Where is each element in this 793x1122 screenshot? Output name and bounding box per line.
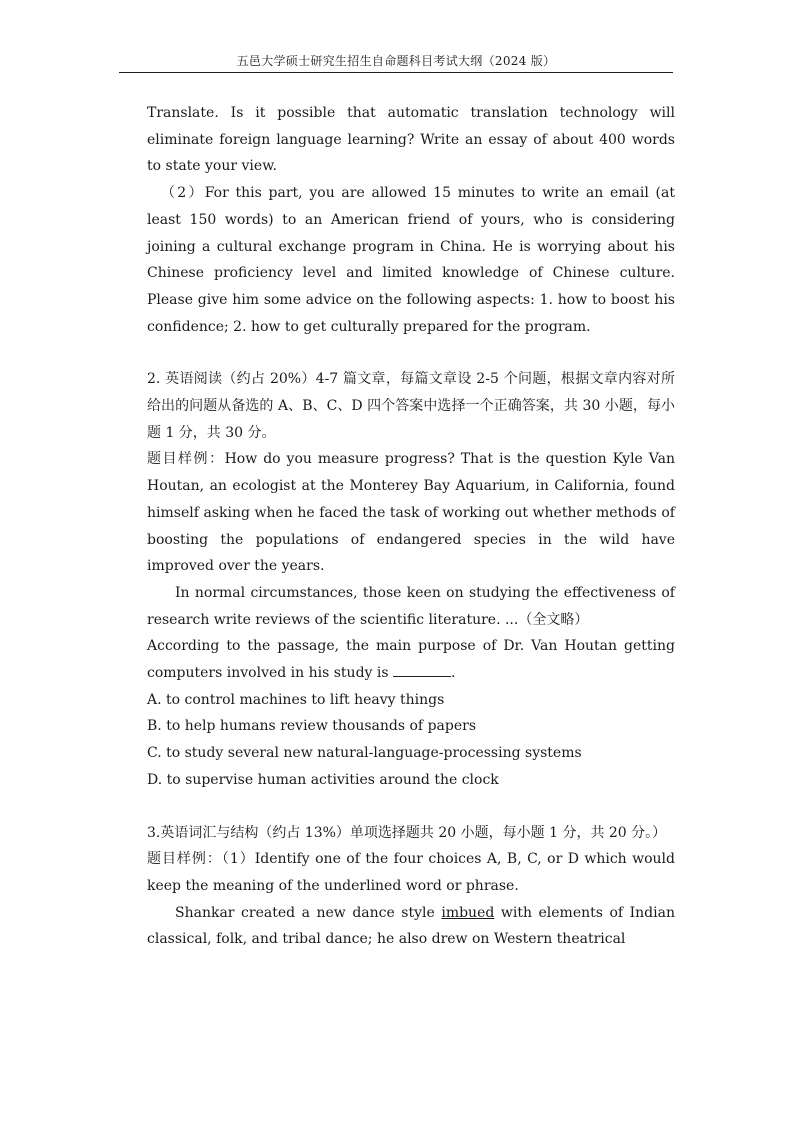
reading-sample-passage-2: In normal circumstances, those keen on studying the effectiveness of research write reviews of the scientific literature. ...（全文略）: [147, 584, 675, 628]
page-header: 五邑大学硕士研究生招生自命题科目考试大纲（2024 版）: [236, 54, 556, 68]
reading-question: [147, 633, 675, 686]
document-body: [147, 100, 675, 953]
underlined-word: imbued: [441, 904, 495, 921]
vocab-section-intro: 3.英语词汇与结构（约占 13%）单项选择题共 20 小题，每小题 1 分，共 20 分。）: [147, 824, 667, 841]
writing-task-2-text: （2）For this part, you are allowed 15 minutes to write an email (at least 150 words) to an American friend of yours, who is considering joining a cultural exchange program in China. He is worrying about his Chinese proficiency level and limited knowledge of Chinese culture. Please give him some advice on the following aspects: 1. how to boost his confidence; 2. how to get culturally prepared for the program.: [147, 185, 675, 335]
option-d: D. to supervise human activities around the clock: [147, 771, 499, 788]
header-divider: [119, 72, 673, 73]
vocab-sample-instruction: 题目样例：（1）Identify one of the four choices A, B, C, or D which would keep the meaning of the underlined word or phrase.: [147, 851, 675, 894]
sentence-start: Shankar created a new dance style: [175, 904, 442, 921]
question-text: According to the passage, the main purpose of Dr. Van Houtan getting computers involved in his study is: [147, 638, 675, 682]
sentence-rest: with elements of Indian classical, folk, and tribal dance; he also drew on Western theatrical: [147, 904, 675, 948]
section-gap: [147, 340, 675, 366]
question-end: .: [451, 665, 456, 682]
option-a: A. to control machines to lift heavy things: [147, 691, 445, 708]
reading-sample-passage: 题目样例：How do you measure progress? That is the question Kyle Van Houtan, an ecologist at the Monterey Bay Aquarium, in California, found himself asking when he faced the task of working out whether methods of boosting the populations of endangered species in the wild have improved over the years.: [147, 451, 675, 575]
option-c: C. to study several new natural-language-processing systems: [147, 745, 582, 762]
answer-blank: [393, 662, 451, 677]
vocab-sample-sentence: [147, 900, 675, 953]
writing-task-1-text: Translate. Is it possible that automatic translation technology will eliminate foreign language learning? Write an essay of about 400 words to state your view.: [147, 105, 675, 175]
reading-section-intro: 2. 英语阅读（约占 20%）4-7 篇文章，每篇文章设 2-5 个问题，根据文章内容对所给出的问题从备选的 A、B、C、D 四个答案中选择一个正确答案，共 30 小题，每小题 1 分，共 30 分。: [147, 371, 675, 441]
option-b: B. to help humans review thousands of papers: [147, 718, 476, 735]
section-gap: [147, 794, 675, 820]
